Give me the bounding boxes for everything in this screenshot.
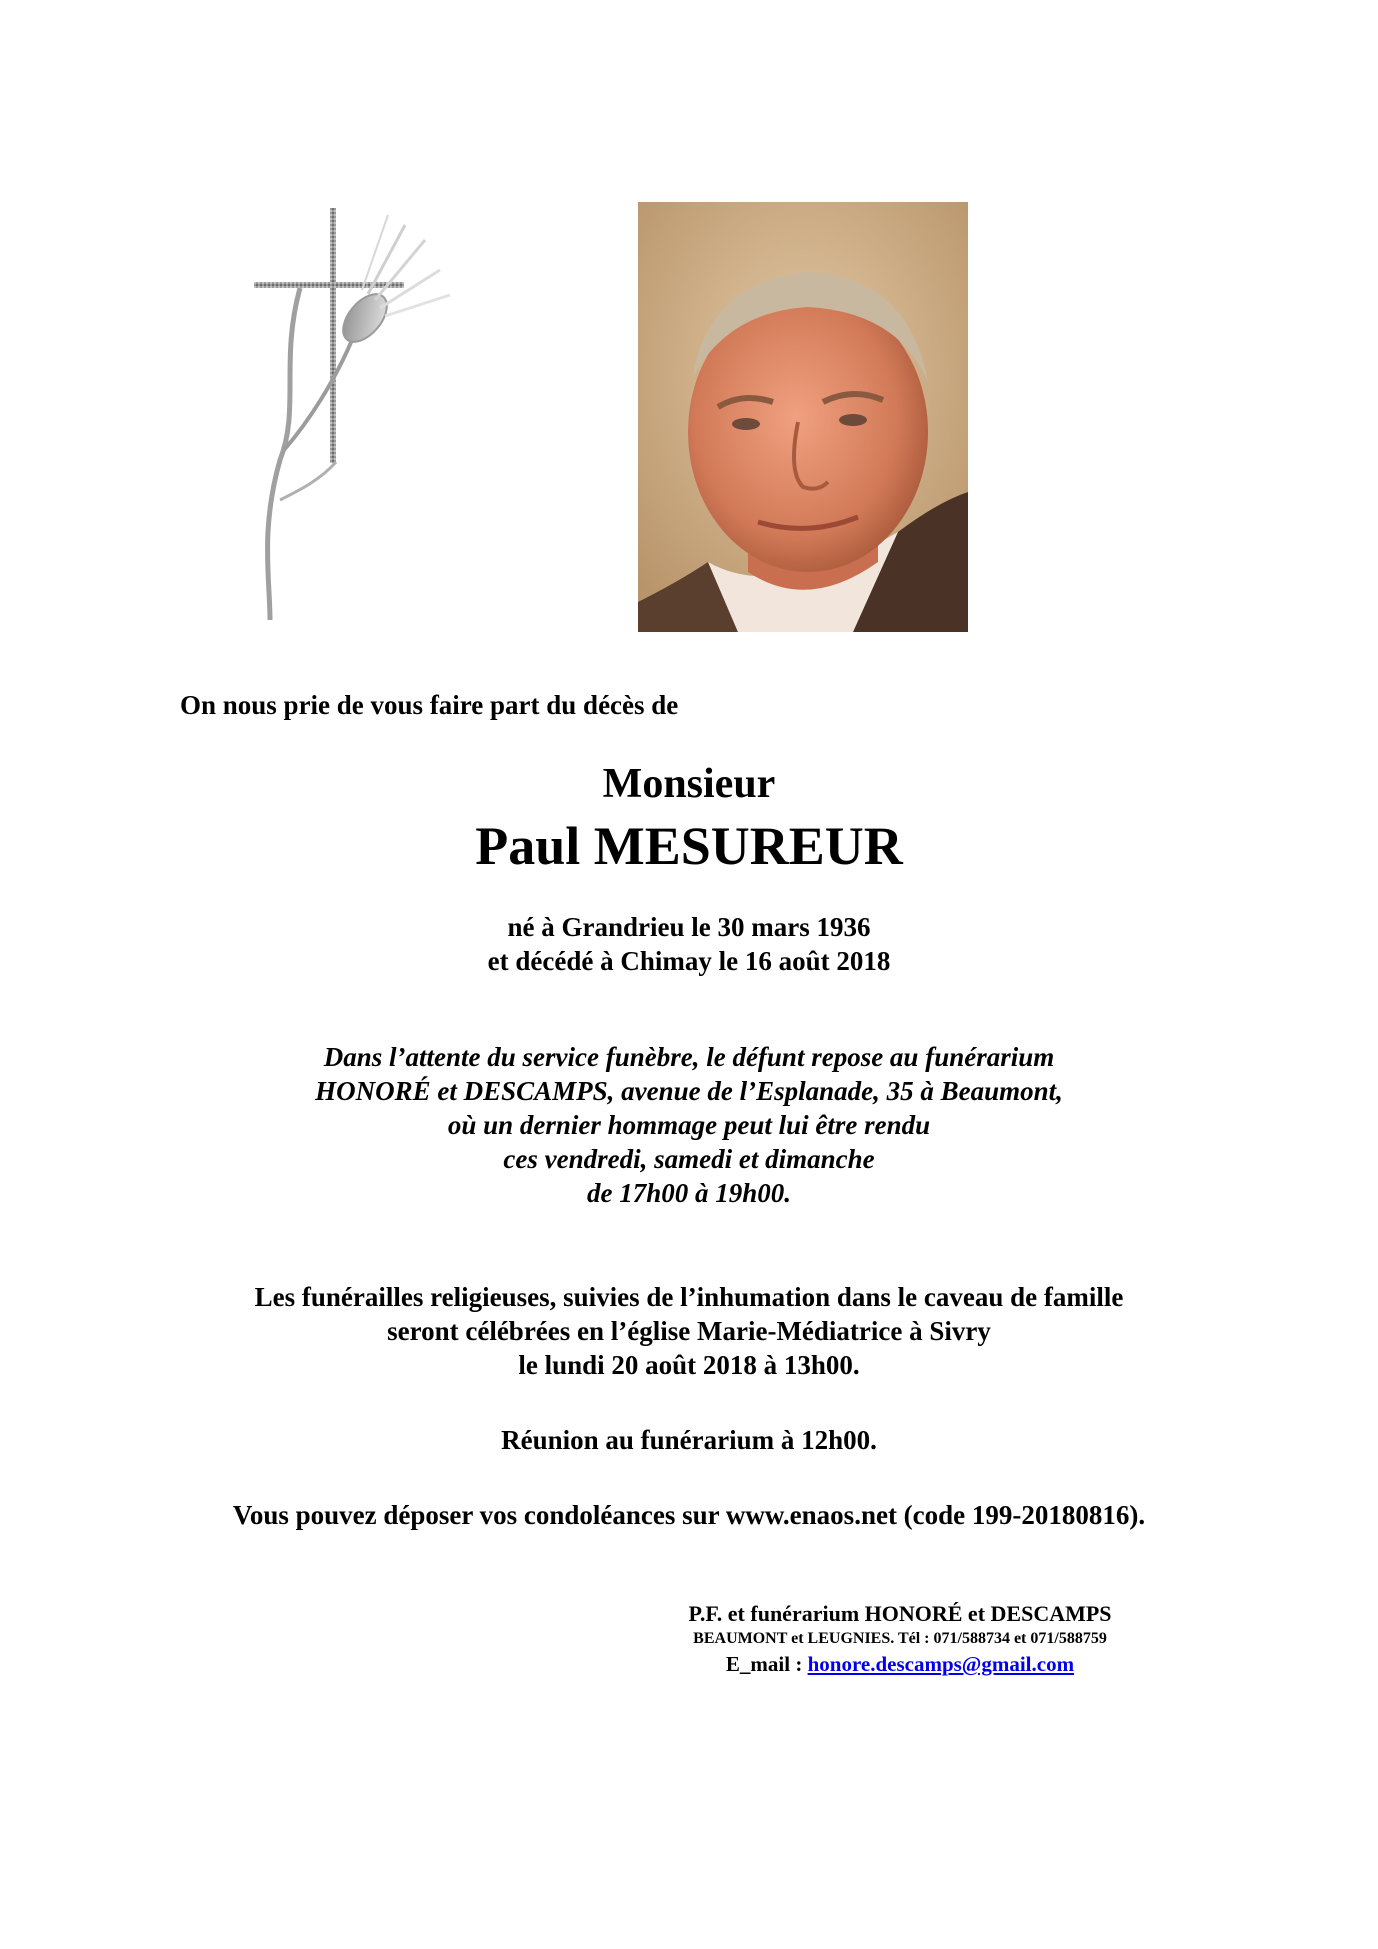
funeral-home-email <box>640 1650 1160 1678</box>
death-line: et décédé à Chimay le 16 août 2018 <box>487 946 891 976</box>
email-label: E_mail : <box>725 1652 808 1676</box>
rest-line: où un dernier hommage peut lui être rendu <box>447 1110 931 1140</box>
rest-line: Dans l’attente du service funèbre, le défunt repose au funérarium <box>323 1042 1055 1072</box>
funeral-home-name: P.F. et funérarium HONORÉ et DESCAMPS <box>688 1601 1112 1626</box>
honorific: Monsieur <box>602 761 776 807</box>
funeral-line: seront célébrées en l’église Marie-Médiatrice à Sivry <box>387 1316 991 1346</box>
funeral-line: Les funérailles religieuses, suivies de l’inhumation dans le caveau de famille <box>254 1282 1124 1312</box>
funeral-home-address: BEAUMONT et LEUGNIES. Tél : 071/588734 et 071/588759 <box>693 1630 1107 1647</box>
funeral-line: le lundi 20 août 2018 à 13h00. <box>518 1350 860 1380</box>
deceased-name: Paul MESUREUR <box>475 816 903 876</box>
condolences-line: Vous pouvez déposer vos condoléances sur www.enaos.net (code 199-20180816). <box>232 1500 1146 1530</box>
rest-line: de 17h00 à 19h00. <box>586 1178 792 1208</box>
rest-line: ces vendredi, samedi et dimanche <box>503 1144 875 1174</box>
email-link[interactable]: honore.descamps@gmail.com <box>807 1652 1075 1676</box>
meeting-line: Réunion au funérarium à 12h00. <box>501 1425 877 1455</box>
cross-wheat-icon <box>240 200 500 630</box>
birth-line: né à Grandrieu le 30 mars 1936 <box>507 912 871 942</box>
intro-text: On nous prie de vous faire part du décès de <box>180 690 679 720</box>
rest-line: HONORÉ et DESCAMPS, avenue de l’Esplanade, 35 à Beaumont, <box>315 1076 1063 1106</box>
portrait-photo <box>638 202 968 632</box>
funeral-home-footer <box>640 1600 1160 1678</box>
